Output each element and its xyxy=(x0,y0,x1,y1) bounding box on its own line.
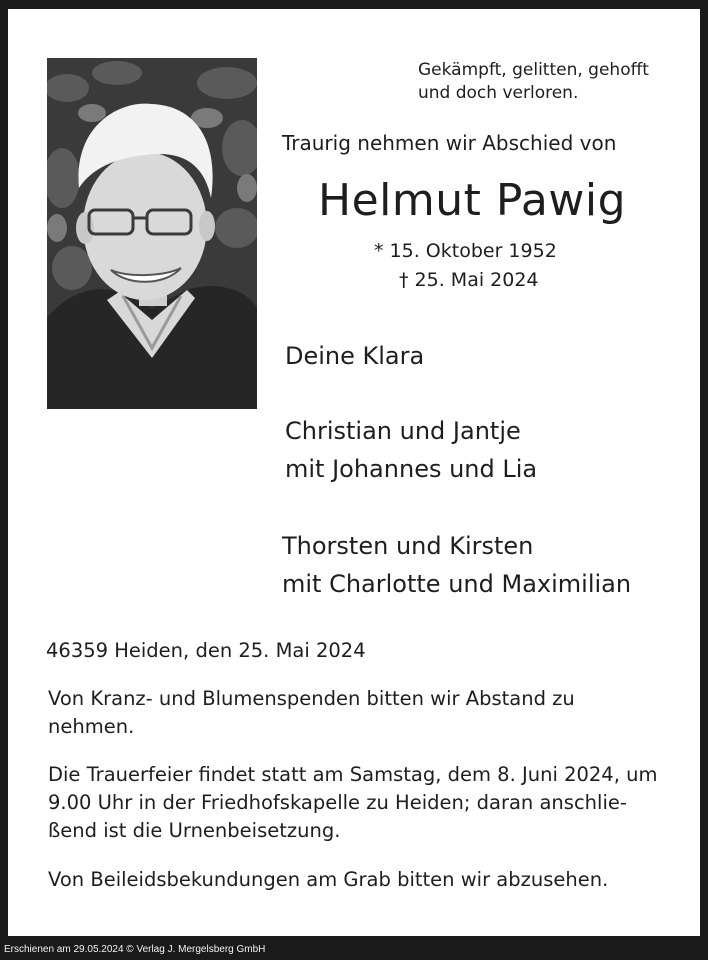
notice-line: Von Kranz- und Blumenspenden bitten wir Abstand zu xyxy=(48,687,575,710)
death-date: † 25. Mai 2024 xyxy=(399,269,539,291)
family-line: mit Charlotte und Maximilian xyxy=(282,570,632,598)
notice-paragraph xyxy=(48,866,608,894)
family-group xyxy=(285,412,537,488)
portrait-photo xyxy=(47,58,257,409)
publication-footer: Erschienen am 29.05.2024 © Verlag J. Mergelsberg GmbH xyxy=(4,944,266,955)
notice-line: nehmen. xyxy=(48,715,135,738)
family-group xyxy=(285,337,424,375)
motto xyxy=(418,59,649,105)
notice-line: ßend ist die Urnenbeisetzung. xyxy=(48,819,341,842)
deceased-name: Helmut Pawig xyxy=(318,175,627,226)
notice-line: Die Trauerfeier findet statt am Samstag, dem 8. Juni 2024, um xyxy=(48,763,658,786)
birth-date: * 15. Oktober 1952 xyxy=(374,240,557,262)
family-line: Thorsten und Kirsten xyxy=(282,532,534,560)
intro-text: Traurig nehmen wir Abschied von xyxy=(282,131,617,155)
motto-line: Gekämpft, gelitten, gehofft xyxy=(418,60,649,80)
place-date: 46359 Heiden, den 25. Mai 2024 xyxy=(46,639,366,662)
obituary-card xyxy=(8,9,700,936)
notice-paragraph xyxy=(48,685,575,741)
notice-line: 9.00 Uhr in der Friedhofskapelle zu Heiden; daran anschlie- xyxy=(48,791,627,814)
family-line: Deine Klara xyxy=(285,342,425,370)
notice-line: Von Beileidsbekundungen am Grab bitten wir abzusehen. xyxy=(48,868,609,891)
family-line: Christian und Jantje xyxy=(285,417,521,445)
notice-paragraph xyxy=(48,761,657,845)
family-group xyxy=(282,527,631,603)
family-line: mit Johannes und Lia xyxy=(285,455,538,483)
motto-line: und doch verloren. xyxy=(418,83,579,103)
